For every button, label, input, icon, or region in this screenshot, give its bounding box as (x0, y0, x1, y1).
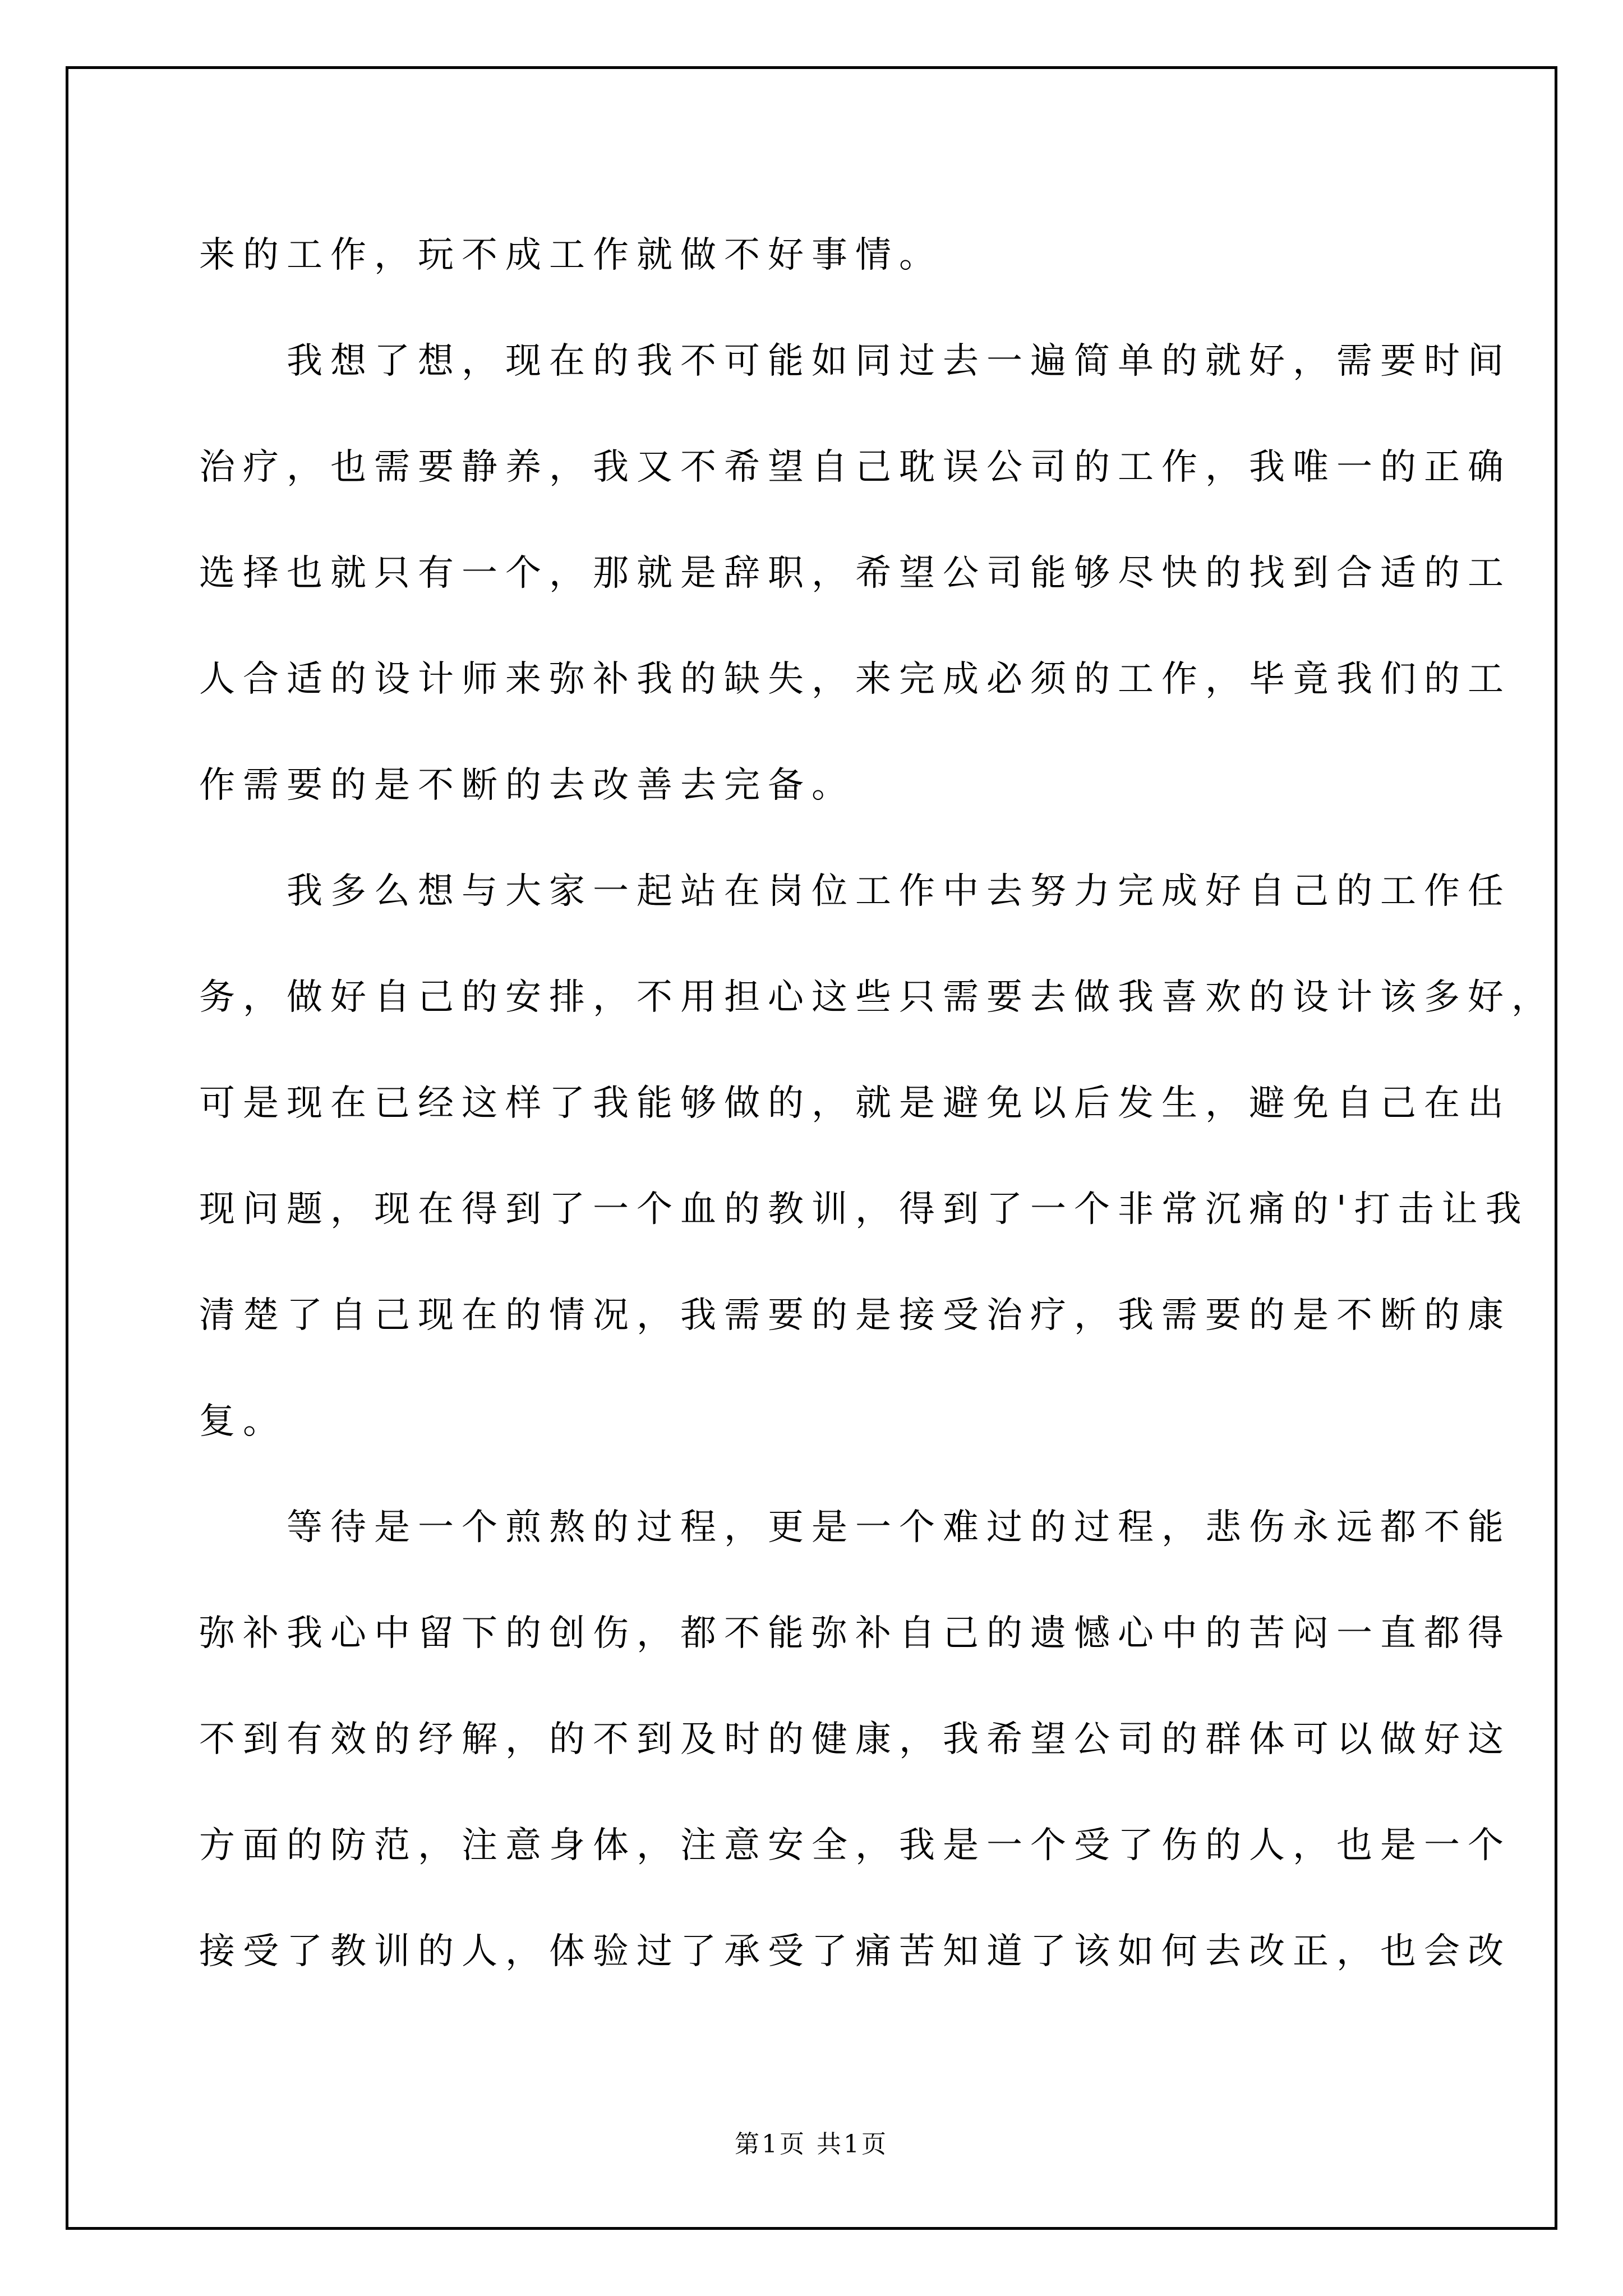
document-body (199, 203, 1555, 2005)
body-line: 清楚了自己现在的情况，我需要的是接受治疗，我需要的是不断的康 (199, 1295, 1511, 1336)
body-line: 我想了想，现在的我不可能如同过去一遍简单的就好，需要时间 (287, 341, 1511, 382)
body-line: 来的工作，玩不成工作就做不好事情。 (199, 234, 943, 276)
body-line: 不到有效的纾解，的不到及时的健康，我希望公司的群体可以做好这 (199, 1719, 1511, 1760)
body-line: 我多么想与大家一起站在岗位工作中去努力完成好自己的工作任 (287, 871, 1511, 912)
body-line: 方面的防范，注意身体，注意安全，我是一个受了伤的人，也是一个 (199, 1825, 1511, 1866)
body-line: 务，做好自己的安排，不用担心这些只需要去做我喜欢的设计该多好， (199, 977, 1555, 1018)
body-line: 选择也就只有一个，那就是辞职，希望公司能够尽快的找到合适的工 (199, 553, 1511, 594)
body-line: 弥补我心中留下的创伤，都不能弥补自己的遗憾心中的苦闷一直都得 (199, 1613, 1511, 1654)
page-footer (68, 2131, 1555, 2159)
body-line: 可是现在已经这样了我能够做的，就是避免以后发生，避免自己在出 (199, 1083, 1511, 1124)
body-line: 人合适的设计师来弥补我的缺失，来完成必须的工作，毕竟我们的工 (199, 659, 1511, 700)
body-line: 作需要的是不断的去改善去完备。 (199, 765, 855, 806)
page-border (66, 66, 1557, 2230)
page-number-text: 第1页 共1页 (735, 2130, 888, 2159)
body-line: 现问题，现在得到了一个血的教训，得到了一个非常沉痛的'打击让我 (199, 1189, 1529, 1230)
body-line: 复。 (199, 1401, 287, 1442)
body-line: 治疗，也需要静养，我又不希望自己耽误公司的工作，我唯一的正确 (199, 447, 1511, 488)
body-line: 接受了教训的人，体验过了承受了痛苦知道了该如何去改正，也会改 (199, 1931, 1511, 1972)
body-line: 等待是一个煎熬的过程，更是一个难过的过程，悲伤永远都不能 (287, 1507, 1511, 1548)
